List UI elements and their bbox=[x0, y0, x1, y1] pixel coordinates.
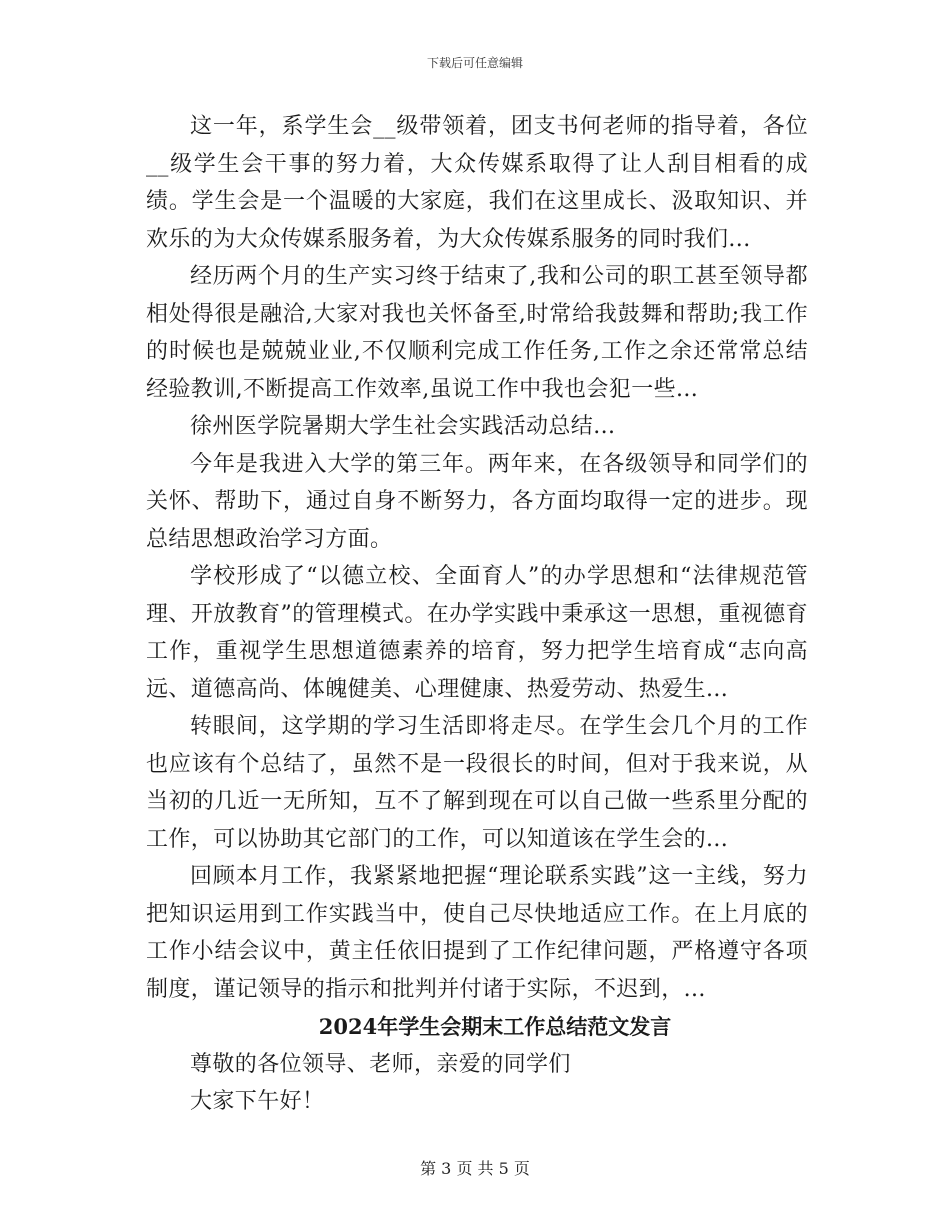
page-number: 第 3 页 共 5 页 bbox=[420, 1159, 530, 1178]
paragraph: 回顾本月工作，我紧紧地把握“理论联系实践”这一主线，努力把知识运用到工作实践当中，使自己尽快地适应工作。在上月底的工作小结会议中，黄主任依旧提到了工作纪律问题，严格遵守各项制度，谨记领导的指示和批判并付诸于实际，不迟到，... bbox=[146, 864, 808, 1002]
paragraph: 今年是我进入大学的第三年。两年来，在各级领导和同学们的关怀、帮助下，通过自身不断努力，各方面均取得一定的进步。现总结思想政治学习方面。 bbox=[146, 451, 808, 552]
greeting: 大家下午好！ bbox=[190, 1089, 325, 1114]
document-body bbox=[146, 108, 808, 1121]
paragraph: 转眼间，这学期的学习生活即将走尽。在学生会几个月的工作也应该有个总结了，虽然不是一段很长的时间，但对于我来说，从当初的几近一无所知，互不了解到现在可以自己做一些系里分配的工作，可以协助其它部门的工作，可以知道该在学生会的... bbox=[146, 714, 808, 852]
paragraph: 学校形成了“以德立校、全面育人”的办学思想和“法律规范管理、开放教育”的管理模式。在办学实践中秉承这一思想，重视德育工作，重视学生思想道德素养的培育，努力把学生培育成“志向高远、道德高尚、体魄健美、心理健康、热爱劳动、热爱生... bbox=[146, 564, 808, 702]
header-note: 下载后可任意编辑 bbox=[426, 56, 523, 70]
salutation: 尊敬的各位领导、老师，亲爱的同学们 bbox=[190, 1051, 571, 1077]
paragraph: 这一年，系学生会__级带领着，团支书何老师的指导着，各位__级学生会干事的努力着，大众传媒系取得了让人刮目相看的成绩。学生会是一个温暖的大家庭，我们在这里成长、汲取知识、并欢乐的为大众传媒系服务着，为大众传媒系服务的同时我们... bbox=[146, 114, 808, 252]
paragraph: 徐州医学院暑期大学生社会实践活动总结... bbox=[190, 414, 616, 439]
paragraph: 经历两个月的生产实习终于结束了,我和公司的职工甚至领导都相处得很是融洽,大家对我也关怀备至,时常给我鼓舞和帮助;我工作的时候也是兢兢业业,不仅顺利完成工作任务,工作之余还常常总结经验教训,不断提高工作效率,虽说工作中我也会犯一些... bbox=[146, 264, 808, 402]
section-title: 2024年学生会期末工作总结范文发言 bbox=[318, 1014, 672, 1039]
